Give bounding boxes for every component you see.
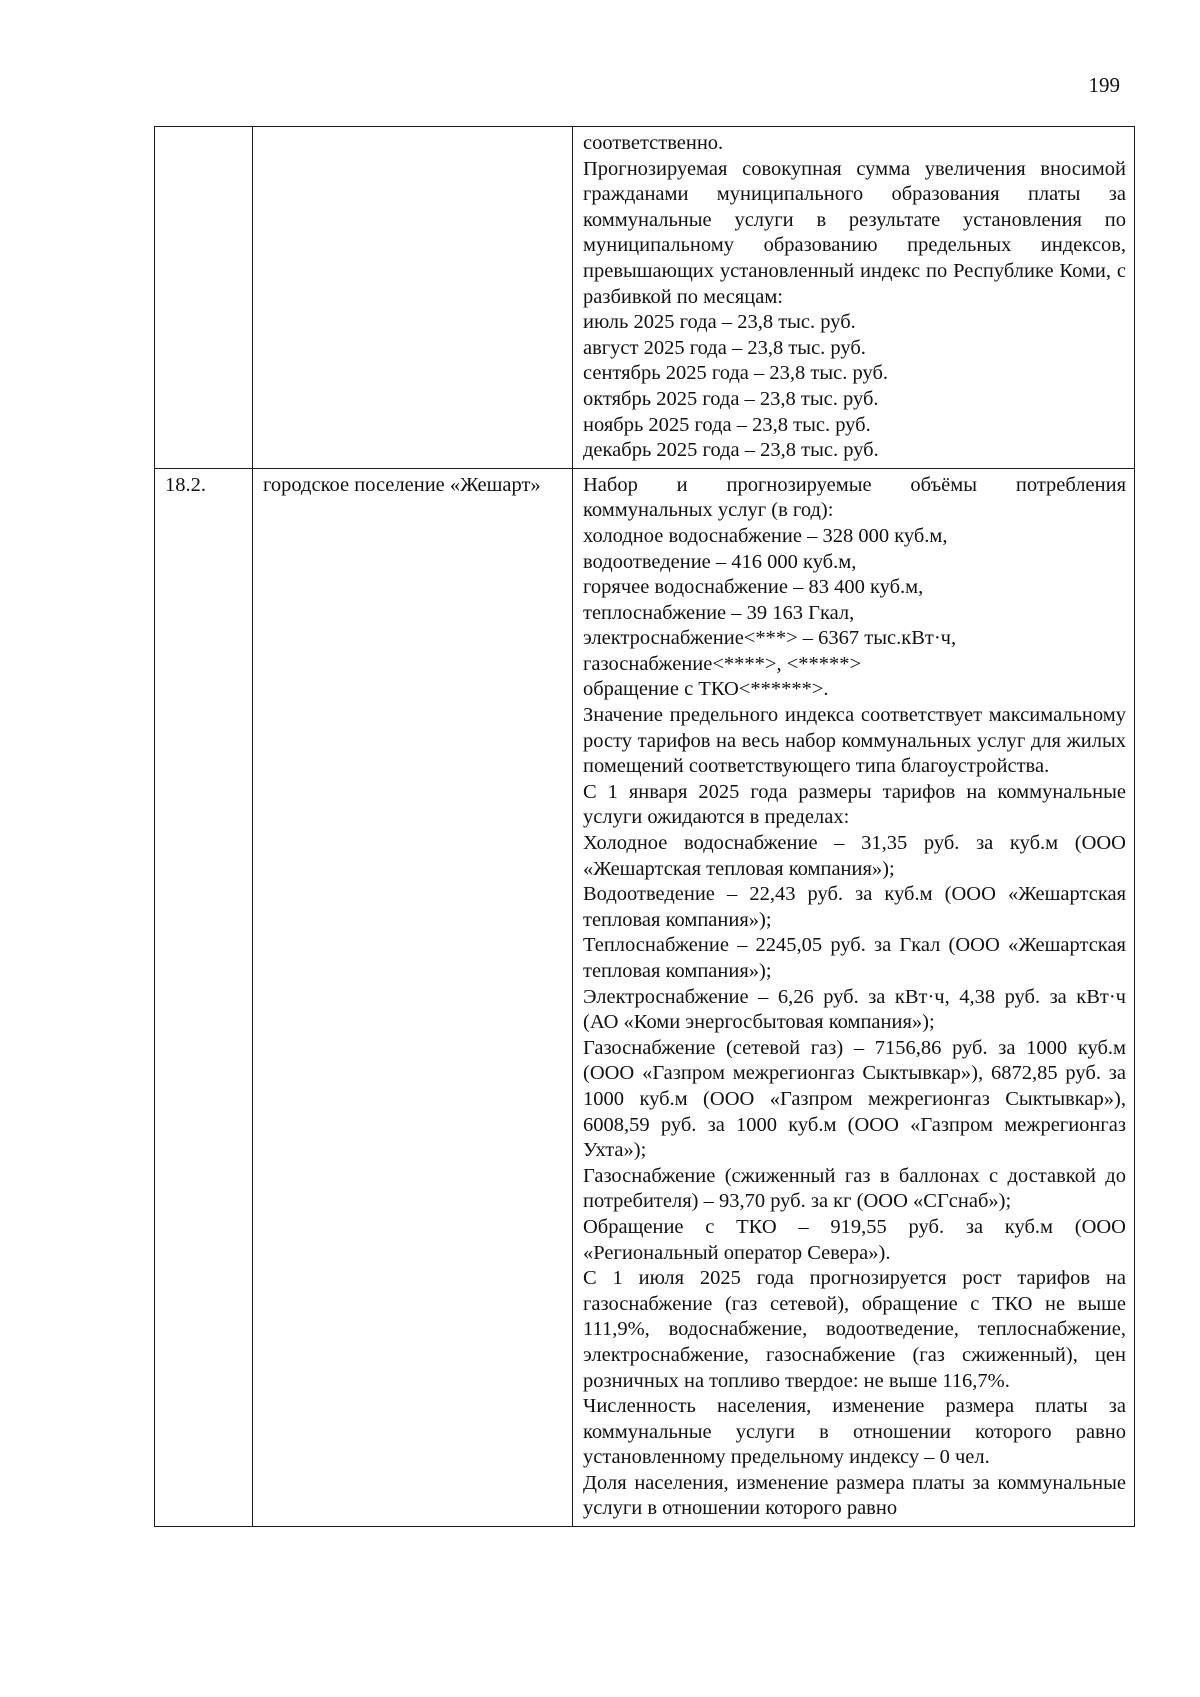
paragraph: август 2025 года – 23,8 тыс. руб. [583,336,866,359]
paragraph: газоснабжение<****>, <*****> [583,652,862,675]
paragraph: обращение с ТКО<******>. [583,678,829,701]
description-cell [573,127,1135,469]
table-row [155,468,1135,1526]
paragraph: электроснабжение<***> – 6367 тыс.кВт·ч, [583,627,957,650]
paragraph: Доля населения, изменение размера платы за коммунальные услуги в отношении которого равно [583,1471,1126,1520]
paragraph: Прогнозируемая совокупная сумма увеличения вносимой гражданами муниципального образования платы за коммунальные услуги в результате установления по муниципальному образованию предельных индексов, превышающих установленный индекс по Республике Коми, с разбивкой по месяцам: [583,157,1126,308]
paragraph: Значение предельного индекса соответствует максимальному росту тарифов на весь набор коммунальных услуг для жилых помещений соответствующего типа благоустройства. [583,704,1126,778]
row-number-cell [155,127,253,469]
paragraph: Холодное водоснабжение – 31,35 руб. за куб.м (ООО «Жешартская тепловая компания»); [583,832,1126,880]
paragraph: Электроснабжение – 6,26 руб. за кВт·ч, 4,38 руб. за кВт·ч (АО «Коми энергосбытовая компания»); [583,985,1126,1034]
municipality-name-cell [253,127,573,469]
paragraph: сентябрь 2025 года – 23,8 тыс. руб. [583,362,888,385]
paragraph: Газоснабжение (сетевой газ) – 7156,86 руб. за 1000 куб.м (ООО «Газпром межрегионгаз Сыктывкар»), 6872,85 руб. за 1000 куб.м (ООО «Газпром межрегионгаз Сыктывкар»), 6008,59 руб. за 1000 куб.м (ООО «Газпром межрегионгаз Ухта»); [583,1036,1126,1162]
municipality-name-cell: городское поселение «Жешарт» [253,468,573,1526]
table-row [155,127,1135,469]
paragraph: С 1 июля 2025 года прогнозируется рост тарифов на газоснабжение (газ сетевой), обращение с ТКО не выше 111,9%, водоснабжение, водоотведение, теплоснабжение, электроснабжение, газоснабжение (газ сжиженный), цен розничных на топливо твердое: не выше 116,7%. [583,1267,1126,1392]
description-cell [573,468,1135,1526]
paragraph: Теплоснабжение – 2245,05 руб. за Гкал (ООО «Жешартская тепловая компания»); [583,934,1126,982]
paragraph: октябрь 2025 года – 23,8 тыс. руб. [583,387,879,410]
paragraph: Набор и прогнозируемые объёмы потребления коммунальных услуг (в год): [583,473,1126,522]
paragraph: горячее водоснабжение – 83 400 куб.м, [583,576,924,599]
paragraph: водоотведение – 416 000 куб.м, [583,550,857,573]
paragraph: Обращение с ТКО – 919,55 руб. за куб.м (ООО «Региональный оператор Севера»). [583,1215,1126,1264]
paragraph: Газоснабжение (сжиженный газ в баллонах с доставкой до потребителя) – 93,70 руб. за кг (ООО «СГснаб»); [583,1164,1126,1213]
paragraph: теплоснабжение – 39 163 Гкал, [583,601,855,624]
paragraph: Численность населения, изменение размера платы за коммунальные услуги в отношении которого равно установленному предельному индексу – 0 чел. [583,1395,1126,1469]
paragraph: Водоотведение – 22,43 руб. за куб.м (ООО «Жешартская тепловая компания»); [583,883,1126,931]
paragraph: холодное водоснабжение – 328 000 куб.м, [583,524,948,547]
paragraph: С 1 января 2025 года размеры тарифов на коммунальные услуги ожидаются в пределах: [583,780,1126,829]
tariff-table [154,126,1135,1527]
row-number-cell: 18.2. [155,468,253,1526]
paragraph: декабрь 2025 года – 23,8 тыс. руб. [583,439,879,462]
page-number: 199 [1088,73,1120,97]
paragraph: соответственно. [583,132,724,154]
paragraph: июль 2025 года – 23,8 тыс. руб. [583,311,856,334]
paragraph: ноябрь 2025 года – 23,8 тыс. руб. [583,413,871,436]
